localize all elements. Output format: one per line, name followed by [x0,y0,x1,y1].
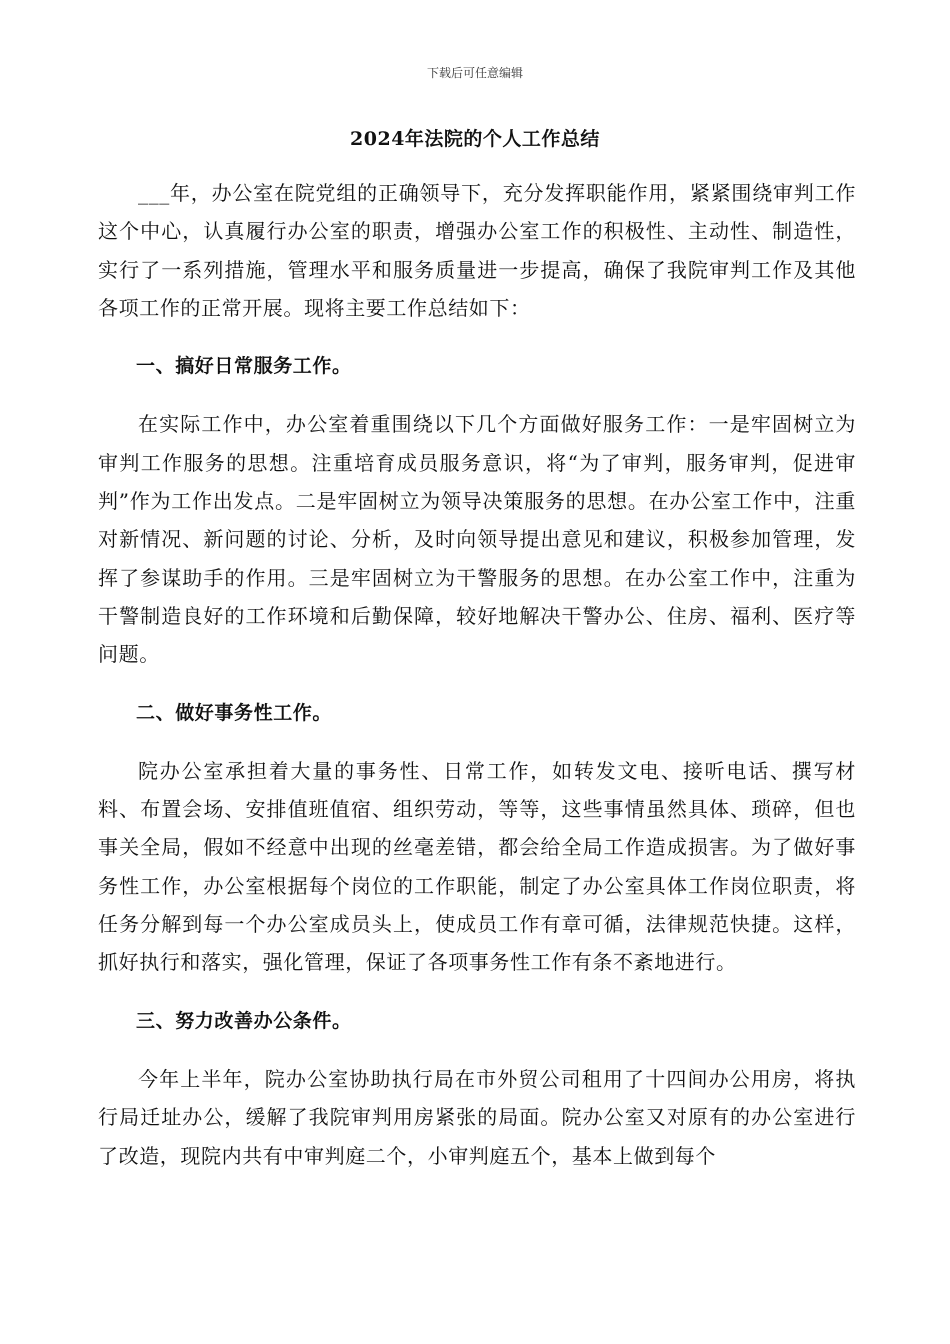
section-2 [98,694,856,982]
section-1 [98,347,856,673]
section-paragraph: 院办公室承担着大量的事务性、日常工作，如转发文电、接听电话、撰写材料、布置会场、安排值班值宿、组织劳动，等等，这些事情虽然具体、琐碎，但也事关全局，假如不经意中出现的丝毫差错，都会给全局工作造成损害。为了做好事务性工作，办公室根据每个岗位的工作职能，制定了办公室具体工作岗位职责，将任务分解到每一个办公室成员头上，使成员工作有章可循，法律规范快捷。这样，抓好执行和落实，强化管理，保证了各项事务性工作有条不紊地进行。 [98,758,856,975]
page-header-note: 下载后可任意编辑 [426,66,523,80]
section-heading: 三、努力改善办公条件。 [136,1009,352,1032]
intro-paragraph: ___年，办公室在院党组的正确领导下，充分发挥职能作用，紧紧围绕审判工作这个中心，认真履行办公室的职责，增强办公室工作的积极性、主动性、制造性，实行了一系列措施，管理水平和服务质量进一步提高，确保了我院审判工作及其他各项工作的正常开展。现将主要工作总结如下： [98,181,856,320]
section-paragraph: 今年上半年，院办公室协助执行局在市外贸公司租用了十四间办公用房，将执行局迁址办公，缓解了我院审判用房紧张的局面。院办公室又对原有的办公室进行了改造，现院内共有中审判庭二个，小审判庭五个，基本上做到每个 [98,1066,856,1168]
section-heading: 二、做好事务性工作。 [136,701,333,724]
document-body [98,174,856,1175]
section-3 [98,1002,856,1175]
section-paragraph: 在实际工作中，办公室着重围绕以下几个方面做好服务工作：一是牢固树立为审判工作服务的思想。注重培育成员服务意识，将“为了审判，服务审判，促进审判”作为工作出发点。二是牢固树立为领导决策服务的思想。在办公室工作中，注重对新情况、新问题的讨论、分析，及时向领导提出意见和建议，积极参加管理，发挥了参谋助手的作用。三是牢固树立为干警服务的思想。在办公室工作中，注重为干警制造良好的工作环境和后勤保障，较好地解决干警办公、住房、福利、医疗等问题。 [98,412,856,667]
section-heading: 一、搞好日常服务工作。 [136,355,352,378]
document-title: 2024年法院的个人工作总结 [350,128,600,150]
